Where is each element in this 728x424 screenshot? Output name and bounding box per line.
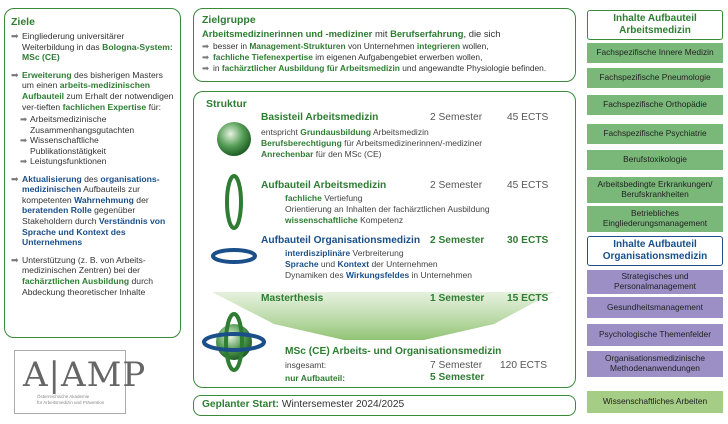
- master-semester: 1 Semester: [430, 293, 485, 304]
- aamp-logo: [14, 350, 147, 414]
- arrow-icon: ➡: [20, 114, 28, 125]
- goal-erweiterung: ➡ Erweiterung des bisherigen Masters um einen arbeits-medizinischen Aufbauteil zum Erhalt der notwendigen ver-tieften fachlichen Expertise für:: [11, 69, 174, 112]
- msc-total-label: insgesamt:: [285, 360, 327, 370]
- ziele-panel: [4, 8, 181, 338]
- inhalte-am-item: Arbeitsbedingte Erkrankungen/ Berufskrankheiten: [587, 177, 723, 203]
- start-banner: Geplanter Start: Wintersemester 2024/2025: [193, 395, 576, 416]
- aufbau-om-description: interdisziplinäre Verbreiterung Sprache und Kontext der Unternehmen Dynamiken des Wirkungsfeldes in Unternehmen: [285, 248, 473, 280]
- arrow-icon: ➡: [11, 69, 19, 80]
- master-title: Masterthesis: [261, 293, 324, 304]
- sub-item: ➡ Leistungsfunktionen: [20, 156, 107, 167]
- basis-sphere-icon: [217, 122, 251, 156]
- inhalte-om-item: Gesundheitsmanagement: [587, 297, 723, 318]
- inhalte-am-item: Betriebliches Eingliederungsmanagement: [587, 206, 723, 232]
- ziele-title: Ziele: [11, 16, 35, 28]
- basis-description: entspricht Grundausbildung Arbeitsmedizin Berufsberechtigung für Arbeitsmedizinerinnen/-mediziner Anrechenbar für den MSc (CE): [261, 127, 483, 159]
- aufbau-om-semester: 2 Semester: [430, 235, 485, 246]
- logo-caption: Österreichische Akademie für Arbeitsmedizin und Prävention: [37, 394, 105, 405]
- msc-total-ects: 120 ECTS: [500, 360, 547, 371]
- wissenschaftliches-arbeiten-box: Wissenschaftliches Arbeiten: [587, 391, 723, 413]
- basis-semester: 2 Semester: [430, 112, 483, 123]
- inhalte-am-item: Fachspezifische Orthopädie: [587, 95, 723, 115]
- blue-ring-icon: [213, 250, 255, 262]
- msc-sphere-icon: [216, 324, 252, 360]
- basis-title: Basisteil Arbeitsmedizin: [261, 112, 379, 123]
- arrow-icon: ➡: [202, 63, 210, 73]
- struktur-title: Struktur: [206, 98, 247, 110]
- inhalte-om-header: Inhalte Aufbauteil Organisationsmedizin: [587, 236, 723, 266]
- goal-aktualisierung: ➡ Aktualisierung des organisations-medizinischen Aufbauteils zur kompetenten Wahrnehmung der beratenden Rolle gegenüber Stakeholdern durch Verständnis von Sprache und Kontext des Unternehmens: [11, 173, 166, 248]
- green-ring-icon: [227, 176, 241, 228]
- goal-unterstuetzung: ➡ Unterstützung (z. B. von Arbeits-medizinischen Zentren) bei der fachärztlichen Ausbildung durch Abdeckung theoretischer Inhalte: [11, 254, 154, 297]
- msc-total-semester: 7 Semester: [430, 360, 483, 371]
- zielgruppe-main: Arbeitsmedizinerinnen und -mediziner mit Berufserfahrung, die sich: [202, 28, 501, 39]
- arrow-icon: ➡: [20, 135, 28, 146]
- aufbau-am-ects: 45 ECTS: [507, 180, 549, 191]
- aufbau-am-description: fachliche Vertiefung Orientierung an Inhalten der fachärztlichen Ausbildung wissenschaftliche Kompetenz: [285, 193, 490, 225]
- arrow-icon: ➡: [20, 156, 28, 167]
- inhalte-om-item: Organisationsmedizinische Methodenanwendungen: [587, 351, 723, 377]
- zielgruppe-line: ➡ besser in Management-Strukturen von Unternehmen integrieren wollen,: [202, 41, 489, 51]
- arrow-icon: ➡: [11, 254, 19, 265]
- inhalte-am-item: Fachspezifische Pneumologie: [587, 68, 723, 88]
- sub-item: ➡ Arbeitsmedizinische Zusammenhangsgutachten: [20, 114, 135, 135]
- arrow-icon: ➡: [11, 31, 19, 41]
- arrow-icon: ➡: [202, 41, 210, 51]
- struktur-panel: [193, 91, 576, 388]
- basis-ects: 45 ECTS: [507, 112, 549, 123]
- inhalte-am-item: Fachspezifische Innere Medizin: [587, 43, 723, 63]
- logo-mark: A|AMP: [23, 355, 147, 395]
- arrow-icon: ➡: [11, 173, 19, 184]
- zielgruppe-line: ➡ in fachärztlicher Ausbildung für Arbeitsmedizin und angewandte Physiologie befinden.: [202, 63, 547, 73]
- inhalte-am-item: Berufstoxikologie: [587, 150, 723, 170]
- aufbau-om-ects: 30 ECTS: [507, 235, 549, 246]
- arrow-icon: ➡: [202, 52, 210, 62]
- zielgruppe-line: ➡ fachliche Tiefenexpertise im eigenen Aufgabengebiet erwerben wollen,: [202, 52, 483, 62]
- inhalte-am-item: Fachspezifische Psychiatrie: [587, 124, 723, 144]
- msc-aufbau-semester: 5 Semester: [430, 372, 485, 383]
- msc-aufbau-label: nur Aufbauteil:: [285, 373, 346, 383]
- inhalte-om-item: Strategisches und Personalmanagement: [587, 270, 723, 294]
- inhalte-am-header: Inhalte Aufbauteil Arbeitsmedizin: [587, 10, 723, 40]
- aufbau-am-semester: 2 Semester: [430, 180, 483, 191]
- aufbau-am-title: Aufbauteil Arbeitsmedizin: [261, 180, 387, 191]
- goal-bologna: ➡ Eingliederung universitärer Weiterbildung in das Bologna-System: MSc (CE): [11, 31, 173, 63]
- sub-item: ➡ Wissenschaftliche Publikationstätigkeit: [20, 135, 106, 156]
- zielgruppe-panel: [193, 8, 576, 82]
- msc-title: MSc (CE) Arbeits- und Organisationsmedizin: [285, 346, 502, 357]
- zielgruppe-title: Zielgruppe: [202, 14, 256, 26]
- aufbau-om-title: Aufbauteil Organisationsmedizin: [261, 235, 421, 246]
- inhalte-om-item: Psychologische Themenfelder: [587, 324, 723, 346]
- master-ects: 15 ECTS: [507, 293, 549, 304]
